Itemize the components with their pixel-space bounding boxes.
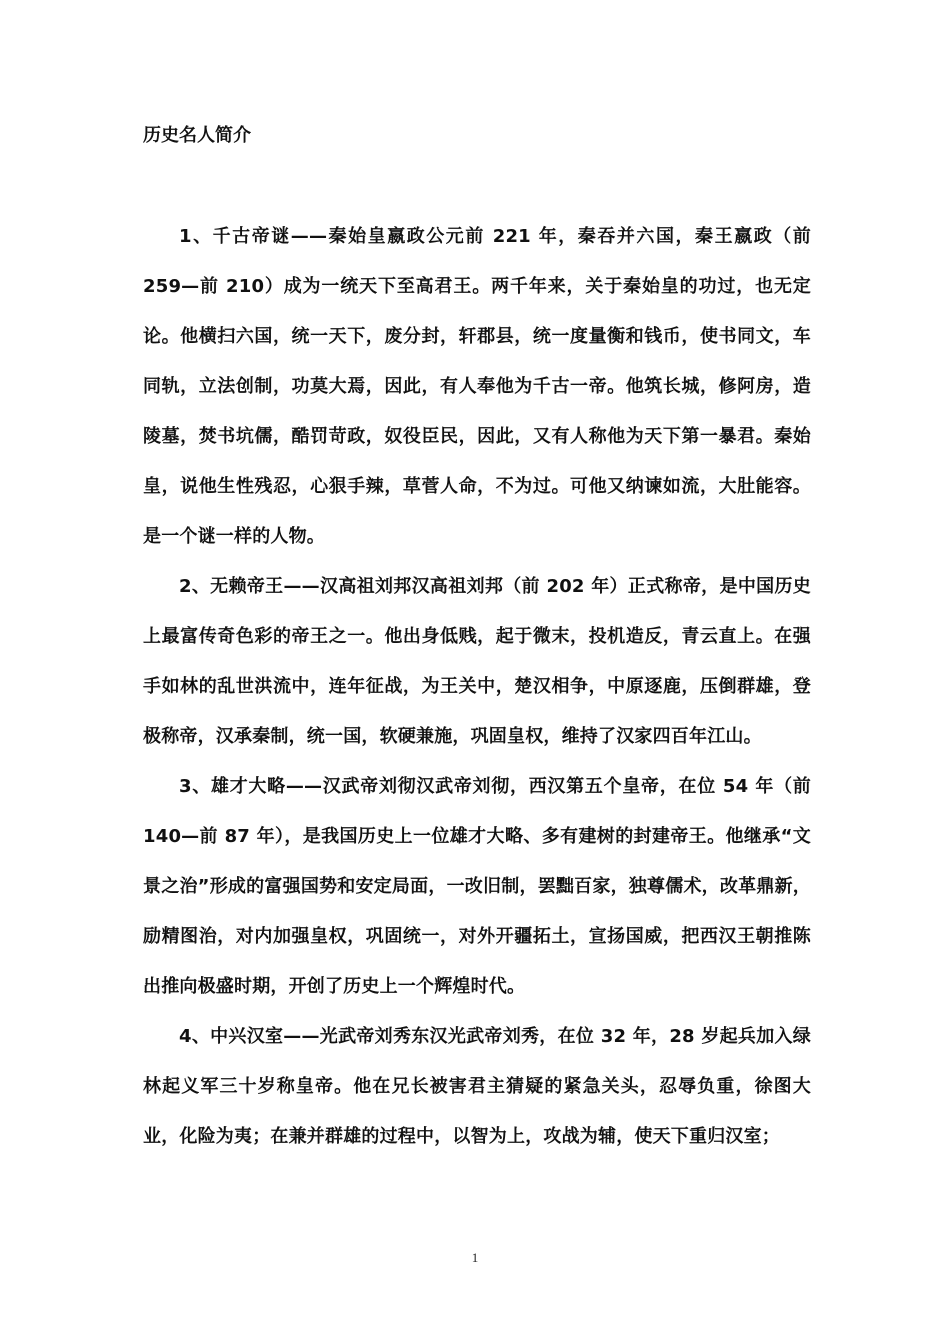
page-number: 1 [471,1250,479,1265]
paragraph-han-wudi: 3、雄才大略——汉武帝刘彻汉武帝刘彻，西汉第五个皇帝，在位 54 年（前 140—前 87 年），是我国历史上一位雄才大略、多有建树的封建帝王。他继承“文景之治”形成的富强国势和安定局面，一改旧制，罢黜百家，独尊儒术，改革鼎新，励精图治，对内加强皇权，巩固统一，对外开疆拓土，宣扬国威，把西汉王朝推陈出推向极盛时期，开创了历史上一个辉煌时代。 [143,776,811,997]
document-body [143,212,811,1162]
paragraph-liu-bang: 2、无赖帝王——汉高祖刘邦汉高祖刘邦（前 202 年）正式称帝，是中国历史上最富传奇色彩的帝王之一。他出身低贱，起于微末，投机造反，青云直上。在强手如林的乱世洪流中，连年征战，为王关中，楚汉相争，中原逐鹿，压倒群雄，登极称帝，汉承秦制，统一国，软硬兼施，巩固皇权，维持了汉家四百年江山。 [143,576,811,747]
paragraph-qin-shi-huang: 1、千古帝谜——秦始皇嬴政公元前 221 年，秦吞并六国，秦王嬴政（前 259—前 210）成为一统天下至高君王。两千年来，关于秦始皇的功过，也无定论。他横扫六国，统一天下，废分封，轩郡县，统一度量衡和钱币，使书同文，车同轨，立法创制，功莫大焉，因此，有人奉他为千古一帝。他筑长城，修阿房，造陵墓，焚书坑儒，酷罚苛政，奴役臣民，因此，又有人称他为天下第一暴君。秦始皇，说他生性残忍，心狠手辣，草菅人命，不为过。可他又纳谏如流，大肚能容。是一个谜一样的人物。 [143,226,811,547]
page-title: 历史名人简介 [143,125,251,146]
paragraph-guangwu-di: 4、中兴汉室——光武帝刘秀东汉光武帝刘秀，在位 32 年，28 岁起兵加入绿林起义军三十岁称皇帝。他在兄长被害君主猜疑的紧急关头，忍辱负重，徐图大业，化险为夷；在兼并群雄的过程中，以智为上，攻战为辅，使天下重归汉室； [143,1026,811,1147]
